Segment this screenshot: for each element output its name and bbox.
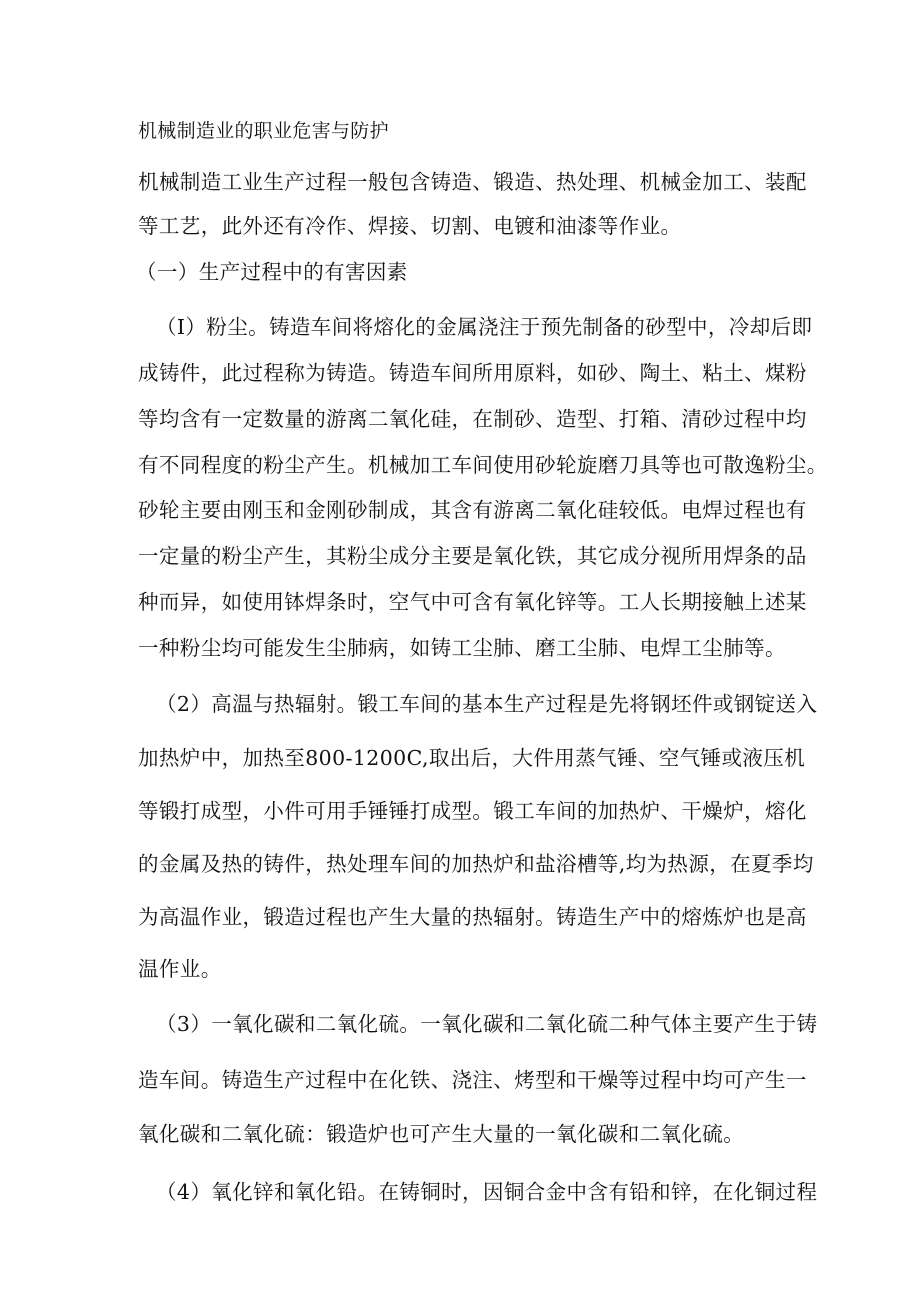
section-heading: （一）生产过程中的有害因素 [136, 260, 408, 284]
document-title: 机械制造业的职业危害与防护 [138, 120, 389, 142]
paragraph-line: （4）氧化锌和氧化铅。在铸铜时，因铜合金中含有铅和锌，在化铜过程 [156, 1180, 818, 1204]
paragraph-line: 加热炉中，加热至800-1200C,取出后，大件用蒸气锤、空气锤或液压机 [138, 746, 806, 770]
paragraph-line: （3）一氧化碳和二氧化硫。一氧化碳和二氧化硫二种气体主要产生于铸 [156, 1012, 818, 1036]
paragraph-line: 造车间。铸造生产过程中在化铁、浇注、烤型和干燥等过程中均可产生一 [138, 1068, 807, 1092]
paragraph-line: 的金属及热的铸件，热处理车间的加热炉和盐浴槽等,均为热源，在夏季均 [138, 852, 814, 876]
paragraph-line: （2）高温与热辐射。锻工车间的基本生产过程是先将钢坯件或钢锭送入 [156, 692, 818, 716]
paragraph-line: 砂轮主要由刚玉和金刚砂制成，其含有游离二氧化硅较低。电焊过程也有 [138, 498, 807, 522]
paragraph-line: 种而异，如使用钵焊条时，空气中可含有氧化锌等。工人长期接触上述某 [138, 590, 807, 614]
paragraph-line: 等锻打成型，小件可用手锤锤打成型。锻工车间的加热炉、干燥炉，熔化 [138, 799, 807, 823]
intro-line: 等工艺，此外还有冷作、焊接、切割、电镀和油漆等作业。 [138, 214, 682, 238]
paragraph-line: 为高温作业，锻造过程也产生大量的热辐射。铸造生产中的熔炼炉也是高 [138, 905, 807, 929]
intro-line: 机械制造工业生产过程一般包含铸造、锻造、热处理、机械金加工、装配 [138, 170, 807, 194]
paragraph-line: （I）粉尘。铸造车间将熔化的金属浇注于预先制备的砂型中，冷却后即 [156, 315, 813, 339]
paragraph-line: 一种粉尘均可能发生尘肺病，如铸工尘肺、磨工尘肺、电焊工尘肺等。 [138, 636, 786, 660]
paragraph-line: 一定量的粉尘产生，其粉尘成分主要是氧化铁，其它成分视所用焊条的品 [138, 544, 807, 568]
paragraph-line: 等均含有一定数量的游离二氧化硅，在制砂、造型、打箱、清砂过程中均 [138, 407, 807, 431]
paragraph-line: 有不同程度的粉尘产生。机械加工车间使用砂轮旋磨刀具等也可散逸粉尘。 [138, 453, 828, 477]
paragraph-line: 氧化碳和二氧化硫：锻造炉也可产生大量的一氧化碳和二氧化硫。 [138, 1122, 745, 1146]
paragraph-line: 成铸件，此过程称为铸造。铸造车间所用原料，如砂、陶土、粘土、煤粉 [138, 361, 807, 385]
paragraph-line: 温作业。 [138, 957, 222, 981]
